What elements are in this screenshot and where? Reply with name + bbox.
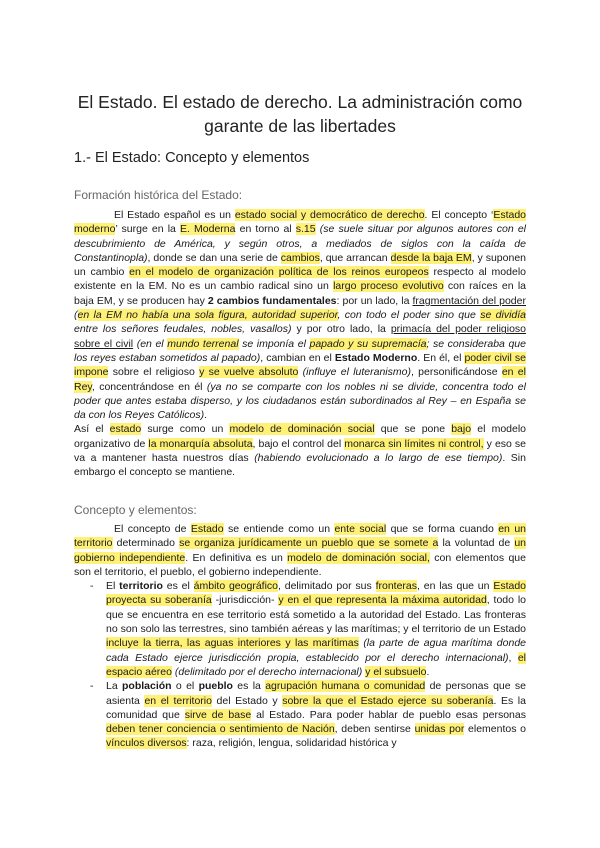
paragraph-state-concept: El concepto de Estado se entiende como un ente social que se forma cuando en un territorio determinado se organiza jurídicamente un pueblo que se somete a la voluntad de un gobierno independiente. En definitiva es un modelo de dominación social, con elementos que son el territorio, el pueblo, el gobierno independiente.: [74, 523, 527, 578]
list-item-population: - La población o el pueblo es la agrupación humana o comunidad de personas que se asienta en el territorio del Estado y sobre la que el Estado ejerce su soberanía. Es la comunidad que sirve de base al Estado. Para poder hablar de pueblo esas personas deben tener conciencia o sentimiento de Nación, deben sentirse unidas por elementos o vínculos diversos: raza, religión, lengua, solidaridad histórica y: [90, 680, 527, 750]
bullet-dash: -: [90, 580, 94, 593]
paragraph-state-origin: El Estado español es un estado social y democrático de derecho. El concepto ‘Estado moderno’ surge en la E. Moderna en torno al s.15 (se suele situar por algunos autores con el descubrimiento de América, y según otros, a mediados de siglos con la caída de Constantinopla), donde se dan una serie de cambios, que arrancan desde la baja EM, y suponen un cambio en el modelo de organización política de los reinos europeos respecto al modelo existente en la EM. No es un cambio radical sino un largo proceso evolutivo con raíces en la baja EM, y se producen hay 2 cambios fundamentales: por un lado, la fragmentación del poder (en la EM no había una sola figura, autoridad superior, con todo el poder sino que se dividía entre los señores feudales, nobles, vasallos) y por otro lado, la primacía del poder religioso sobre el civil (en el mundo terrenal se imponía el papado y su supremacía; se consideraba que los reyes estaban sometidos al papado), cambian en el Estado Moderno. En él, el poder civil se impone sobre el religioso y se vuelve absoluto (influye el luteranismo), personificándose en el Rey, concentrándose en él (ya no se comparte con los nobles ni se divide, concentra todo el poder que antes estaba disperso, y los ciudadanos están subordinados al Rey – en España se da con los Reyes Católicos).: [74, 209, 527, 422]
subheading-concept-elements: Concepto y elementos:: [74, 503, 197, 517]
subheading-historical-formation: Formación histórica del Estado:: [74, 188, 243, 202]
section-historical-body: [74, 208, 526, 480]
bullet-dash: -: [90, 680, 94, 693]
paragraph-absolute-monarchy: Así el estado surge como un modelo de dominación social que se pone bajo el modelo organizativo de la monarquía absoluta, bajo el control del monarca sin límites ni control, y eso se va a mantener hasta nuestros días (habiendo evolucionado a lo largo de ese tiempo). Sin embargo el concepto se mantiene.: [74, 423, 527, 479]
list-item-territory: - El territorio es el ámbito geográfico, delimitado por sus fronteras, en las que un Estado proyecta su soberanía -jurisdicción- y en el que representa la máxima autoridad, todo lo que se encuentra en ese territorio está sometido a la autoridad del Estado. Las fronteras no son solo las terrestres, sino también aéreas y las marítimas; y el territorio de un Estado incluye la tierra, las aguas interiores y las marítimas (la parte de agua marítima donde cada Estado ejerce jurisdicción propia, establecido por el derecho internacional), el espacio aéreo (delimitado por el derecho internacional) y el subsuelo.: [90, 580, 527, 678]
section-concept-body: [74, 522, 526, 751]
section-heading: 1.- El Estado: Concepto y elementos: [74, 150, 310, 166]
document-title: El Estado. El estado de derecho. La administración como garante de las libertades: [77, 92, 523, 136]
